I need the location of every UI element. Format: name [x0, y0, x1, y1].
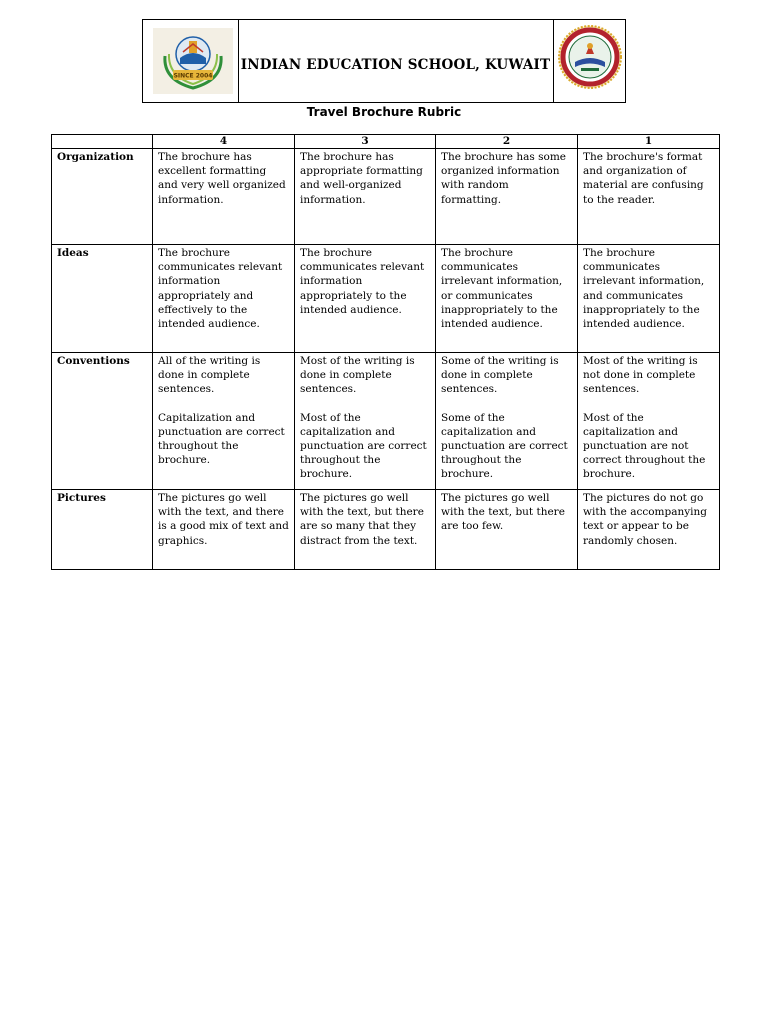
criterion-cell	[436, 149, 578, 245]
document-title: Travel Brochure Rubric	[306, 105, 462, 119]
criterion-text: The brochure communicates irrelevant information, and communicates inappropriately to the intended audience.	[583, 247, 705, 331]
rubric-row-conventions	[52, 353, 720, 490]
school-crest-logo-icon	[153, 28, 233, 94]
criterion-cell	[436, 490, 578, 570]
criterion-text: The pictures go well with the text, and there is a good mix of text and graphics.	[158, 492, 289, 547]
criterion-text: The brochure has some organized information with random formatting.	[441, 151, 566, 206]
criterion-text: The brochure communicates relevant information appropriately to the intended audience.	[300, 247, 425, 316]
criterion-text: Most of the writing is not done in complete sentences.	[583, 355, 698, 396]
criterion-text: All of the writing is done in complete sentences.	[158, 355, 261, 396]
criterion-text: The brochure has appropriate formatting and well-organized information.	[300, 151, 423, 206]
criterion-text: Most of the capitalization and punctuation are not correct throughout the brochure.	[583, 411, 706, 481]
rubric-header-row	[52, 135, 720, 149]
header-cell-blank	[52, 135, 153, 149]
criterion-cell	[153, 490, 295, 570]
category-label: Ideas	[52, 245, 153, 353]
criterion-text: The pictures go well with the text, but there are so many that they distract from the text.	[300, 492, 424, 547]
criterion-cell	[153, 245, 295, 353]
header-cell-score-3: 3	[295, 135, 436, 149]
criterion-cell	[436, 245, 578, 353]
criterion-cell	[295, 149, 436, 245]
criterion-cell	[578, 490, 720, 570]
criterion-text: The brochure's format and organization of material are confusing to the reader.	[583, 151, 704, 206]
criterion-cell	[578, 353, 720, 490]
category-label: Conventions	[52, 353, 153, 490]
criterion-text: The brochure communicates irrelevant information, or communicates inappropriately to the intended audience.	[441, 247, 563, 331]
criterion-text: Capitalization and punctuation are correct throughout the brochure.	[158, 411, 285, 467]
school-name: INDIAN EDUCATION SCHOOL, KUWAIT	[240, 57, 551, 73]
header-divider	[553, 20, 554, 102]
logo-motto-text: SINCE 2004	[173, 72, 213, 80]
header-cell-score-4: 4	[153, 135, 295, 149]
rubric-row-organization	[52, 149, 720, 245]
criterion-cell	[295, 490, 436, 570]
header-cell-score-1: 1	[578, 135, 720, 149]
criterion-text: Some of the writing is done in complete sentences.	[441, 355, 559, 396]
criterion-cell	[578, 245, 720, 353]
criterion-text: The pictures do not go with the accompanying text or appear to be randomly chosen.	[583, 492, 708, 547]
criterion-text: Some of the capitalization and punctuation are correct throughout the brochure.	[441, 411, 568, 481]
criterion-text: Most of the capitalization and punctuation are correct throughout the brochure.	[300, 411, 427, 481]
header-cell-score-2: 2	[436, 135, 578, 149]
header-box	[142, 19, 626, 103]
criterion-text: The brochure communicates relevant information appropriately and effectively to the intended audience.	[158, 247, 283, 331]
criterion-cell	[295, 353, 436, 490]
criterion-text: Most of the writing is done in complete sentences.	[300, 355, 415, 396]
criterion-text: The pictures go well with the text, but there are too few.	[441, 492, 565, 533]
criterion-text: The brochure has excellent formatting and very well organized information.	[158, 151, 286, 206]
criterion-cell	[153, 353, 295, 490]
category-label: Pictures	[52, 490, 153, 570]
rubric-table	[51, 134, 720, 570]
category-label: Organization	[52, 149, 153, 245]
criterion-cell	[295, 245, 436, 353]
round-seal-logo-icon	[557, 24, 623, 90]
rubric-row-ideas	[52, 245, 720, 353]
criterion-cell	[436, 353, 578, 490]
criterion-cell	[153, 149, 295, 245]
criterion-cell	[578, 149, 720, 245]
rubric-row-pictures	[52, 490, 720, 570]
